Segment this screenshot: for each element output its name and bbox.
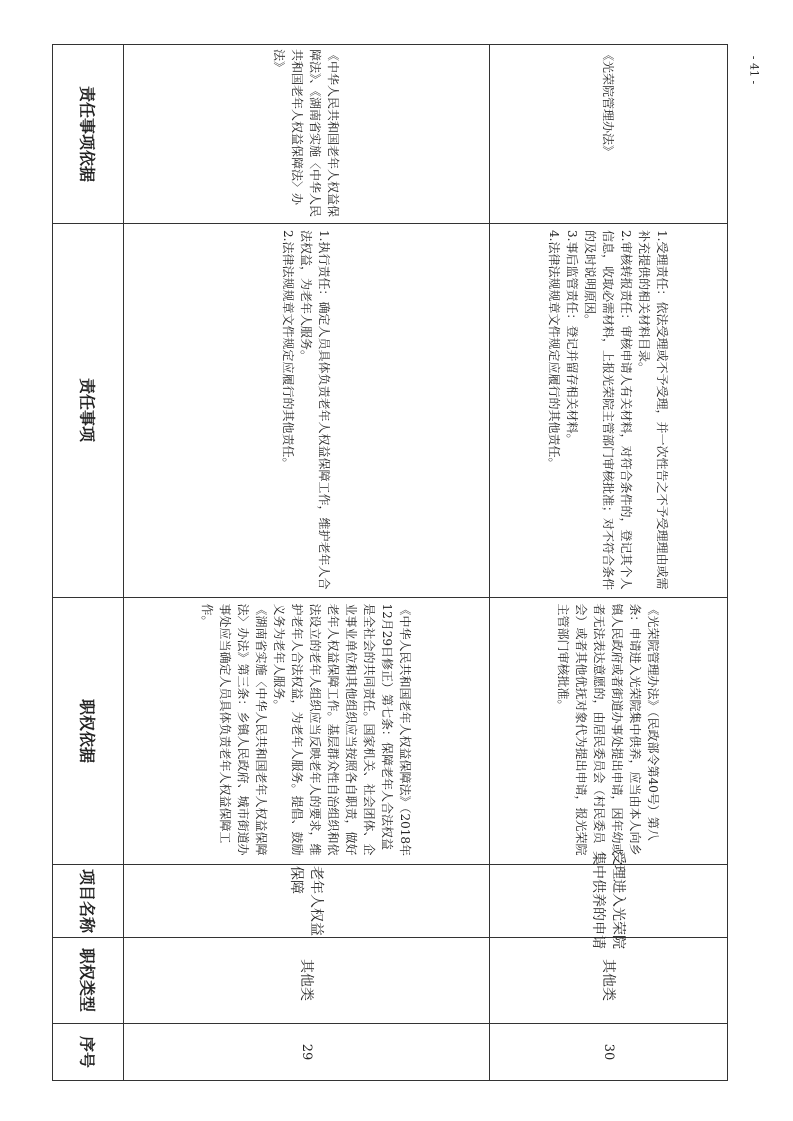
- row30-basis: [489, 597, 727, 864]
- row30-duty: [489, 223, 727, 597]
- header-type: 职权类型: [77, 947, 97, 1013]
- header-duty-basis: 责任事项依据: [77, 85, 97, 183]
- page-number-text: - 41 -: [747, 55, 761, 85]
- row30-name: 受理进入光荣院集中供养的申请: [590, 850, 626, 949]
- row30-duty-basis: 《光荣院管理办法》: [601, 49, 615, 158]
- row29-seq: 29: [299, 1043, 314, 1060]
- row29-name: 老年人权益保障: [288, 865, 324, 936]
- row29-duty: [123, 223, 489, 597]
- basis-paragraph: 《中华人民共和国老年人权益保障法》（2018年12月29日修正）第七条：保障老年人合法权益是全社会的共同责任。国家机关、社会团体、企业事业单位和其他组织应当按照各自职责，做好老年人权益保障工作。基层群众性自治组织和依法设立的老年人组织应当反映老年人的要求，维护老年人合法权益，为老年人服务。提倡、鼓励义务为老年人服务。: [272, 603, 412, 856]
- duty-item: 2.审核转报责任：审核申请人有关材料，对符合条件的，登记其个人信息，收取必需材料，上报光荣院主管部门审核批准；对不符合条件的及时说明原因。: [583, 230, 633, 591]
- duty-item: 2.法律法规规章文件规定应履行的其他责任。: [281, 230, 295, 470]
- page-number: [734, 30, 774, 110]
- row29-type: 其他类: [298, 959, 314, 1001]
- row29-basis: [123, 597, 489, 864]
- row30-seq: 30: [601, 1043, 616, 1060]
- basis-paragraph: 《光荣院管理办法》（民政部令第40号）第八条：申请进入光荣院集中供养，应当由本人向乡镇人民政府或者街道办事处提出申请，因年幼或者无法表达意愿的，由居民委员会（村民委员会）或者其他优抚对象代为提出申请，报光荣院主管部门审核批准。: [556, 603, 660, 856]
- row30-type: 其他类: [600, 959, 616, 1001]
- responsibility-table: [52, 44, 728, 1081]
- header-duty: 责任事项: [77, 377, 97, 443]
- header-basis: 职权依据: [77, 698, 97, 763]
- duty-item: 1.受理责任：依法受理或不予受理，并一次性告之不予受理理由或需补充提供的相关材料目录。: [637, 230, 669, 590]
- duty-item: 4.法律法规规章文件规定应履行的其他责任。: [547, 230, 561, 470]
- header-seq: 序号: [77, 1035, 97, 1068]
- header-name: 项目名称: [77, 868, 97, 933]
- duty-item: 3.事后监管责任：登记并留存相关材料。: [565, 230, 579, 446]
- basis-paragraph: 《湖南省实施〈中华人民共和国老年人权益保障法〉办法》第三条：乡镇人民政府、城市街道办事处应当确定人员具体负责老年人权益保障工作。: [200, 603, 268, 856]
- row29-duty-basis: 《中华人民共和国老年人权益保障法》、《湖南省实施〈中华人民共和国老年人权益保障法〉办法》: [272, 49, 340, 218]
- duty-item: 1.执行责任：确定人员具体负责老年人权益保障工作，维护老年人合法权益，为老年人服务。: [299, 230, 331, 590]
